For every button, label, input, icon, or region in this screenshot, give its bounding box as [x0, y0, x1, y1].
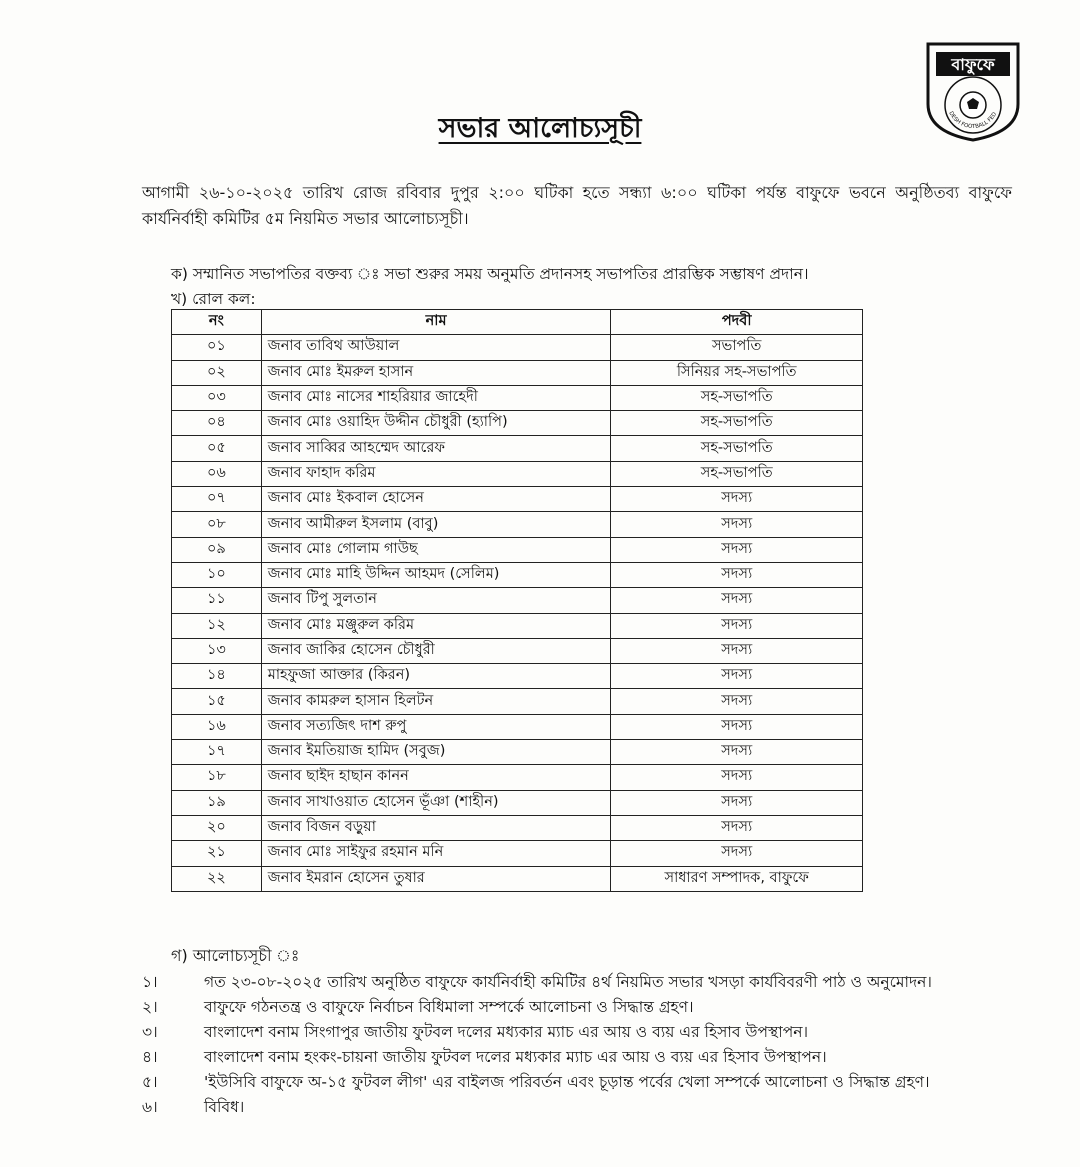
member-number: ০৫ [172, 436, 262, 461]
member-designation: সহ-সভাপতি [611, 461, 863, 486]
agenda-item-number: ৫। [142, 1073, 158, 1091]
member-number: ২০ [172, 815, 262, 840]
member-designation: সদস্য [611, 537, 863, 562]
member-name: জনাব সত্যজিৎ দাশ রুপু [261, 714, 611, 739]
member-number: ০২ [172, 360, 262, 385]
agenda-item [142, 970, 1012, 995]
table-row [172, 714, 863, 739]
table-row [172, 487, 863, 512]
table-row [172, 562, 863, 587]
header-no: নং [172, 310, 262, 335]
agenda-item-text: বাংলাদেশ বনাম সিংগাপুর জাতীয় ফুটবল দলের মধ্যকার ম্যাচ এর আয় ও ব্যয় এর হিসাব উপস্থাপন। [204, 1023, 809, 1041]
member-name: জনাব টিপু সুলতান [261, 588, 611, 613]
agenda-item-text: গত ২৩-০৮-২০২৫ তারিখ অনুষ্ঠিত বাফুফে কার্যনির্বাহী কমিটির ৪র্থ নিয়মিত সভার খসড়া কার্যবিবরণী পাঠ ও অনুমোদন। [204, 973, 932, 991]
member-name: জনাব কামরুল হাসান হিলটন [261, 689, 611, 714]
table-row [172, 689, 863, 714]
agenda-item-text: বাংলাদেশ বনাম হংকং-চায়না জাতীয় ফুটবল দলের মধ্যকার ম্যাচ এর আয় ও ব্যয় এর হিসাব উপস্থাপন। [204, 1048, 827, 1066]
agenda-item-number: ৩। [142, 1023, 158, 1041]
agenda-item [142, 995, 1012, 1020]
member-designation: সহ-সভাপতি [611, 411, 863, 436]
roll-call-table [171, 309, 863, 892]
member-designation: সহ-সভাপতি [611, 385, 863, 410]
member-number: ১৬ [172, 714, 262, 739]
member-designation: সদস্য [611, 613, 863, 638]
table-row [172, 461, 863, 486]
member-number: ১৯ [172, 790, 262, 815]
agenda-item-number: ৬। [142, 1098, 158, 1116]
agenda-item-text: বাফুফে গঠনতন্ত্র ও বাফুফে নির্বাচন বিধিমালা সম্পর্কে আলোচনা ও সিদ্ধান্ত গ্রহণ। [204, 998, 694, 1016]
member-designation: সদস্য [611, 638, 863, 663]
member-name: জনাব আমীরুল ইসলাম (বাবু) [261, 512, 611, 537]
table-row [172, 765, 863, 790]
header-designation: পদবী [611, 310, 863, 335]
section-agenda-heading: গ) আলোচ্যসূচী ঃ [171, 946, 300, 965]
member-name: জনাব বিজন বড়ুয়া [261, 815, 611, 840]
member-name: জনাব মোঃ গোলাম গাউছ [261, 537, 611, 562]
table-row [172, 790, 863, 815]
member-number: ২২ [172, 866, 262, 891]
table-row [172, 866, 863, 891]
member-name: জনাব ইমরান হোসেন তুষার [261, 866, 611, 891]
member-number: ০৭ [172, 487, 262, 512]
member-designation: সদস্য [611, 487, 863, 512]
member-designation: সভাপতি [611, 335, 863, 360]
table-row [172, 537, 863, 562]
table-row [172, 385, 863, 410]
table-row [172, 411, 863, 436]
member-designation: সহ-সভাপতি [611, 436, 863, 461]
member-name: জনাব মোঃ ইমরুল হাসান [261, 360, 611, 385]
page-title: সভার আলোচ্যসূচী [438, 113, 642, 144]
member-name: জনাব মোঃ ইকবাল হোসেন [261, 487, 611, 512]
member-designation: সদস্য [611, 815, 863, 840]
table-row [172, 841, 863, 866]
agenda-item [142, 1020, 1012, 1045]
table-row [172, 613, 863, 638]
member-designation: সদস্য [611, 512, 863, 537]
member-name: জনাব ফাহাদ করিম [261, 461, 611, 486]
member-designation: সদস্য [611, 562, 863, 587]
table-row [172, 360, 863, 385]
table-header-row [172, 310, 863, 335]
member-name: জনাব মোঃ মঞ্জুরুল করিম [261, 613, 611, 638]
member-designation: সদস্য [611, 664, 863, 689]
agenda-item-number: ১। [142, 973, 158, 991]
member-number: ১৫ [172, 689, 262, 714]
member-name: মাহফুজা আক্তার (কিরন) [261, 664, 611, 689]
table-row [172, 740, 863, 765]
section-roll-call-heading: খ) রোল কল: [171, 290, 256, 308]
member-number: ১২ [172, 613, 262, 638]
member-number: ২১ [172, 841, 262, 866]
member-designation: সদস্য [611, 740, 863, 765]
agenda-item-number: ৪। [142, 1048, 158, 1066]
agenda-item-number: ২। [142, 998, 158, 1016]
member-designation: সদস্য [611, 714, 863, 739]
table-row [172, 335, 863, 360]
member-designation: সদস্য [611, 790, 863, 815]
member-number: ১৩ [172, 638, 262, 663]
member-name: জনাব মোঃ মাহি উদ্দিন আহমদ (সেলিম) [261, 562, 611, 587]
member-designation: সদস্য [611, 841, 863, 866]
member-designation: সদস্য [611, 588, 863, 613]
intro-paragraph: আগামী ২৬-১০-২০২৫ তারিখ রোজ রবিবার দুপুর ২:০০ ঘটিকা হতে সন্ধ্যা ৬:০০ ঘটিকা পর্যন্ত বাফুফে ভবনে অনুষ্ঠিতব্য বাফুফে কার্যনির্বাহী কমিটির ৫ম নিয়মিত সভার আলোচ্যসূচী। [142, 183, 1012, 228]
member-name: জনাব ইমতিয়াজ হামিদ (সবুজ) [261, 740, 611, 765]
member-designation: সদস্য [611, 765, 863, 790]
agenda-item-text: বিবিধ। [204, 1098, 245, 1116]
member-number: ০৩ [172, 385, 262, 410]
table-row [172, 512, 863, 537]
section-president-speech: ক) সম্মানিত সভাপতির বক্তব্য ঃ সভা শুরুর সময় অনুমতি প্রদানসহ সভাপতির প্রারম্ভিক সম্ভাষণ প্রদান। [171, 265, 809, 283]
member-number: ১৮ [172, 765, 262, 790]
member-name: জনাব সাখাওয়াত হোসেন ভূঁঞা (শাহীন) [261, 790, 611, 815]
member-number: ০৮ [172, 512, 262, 537]
member-designation: সিনিয়র সহ-সভাপতি [611, 360, 863, 385]
member-name: জনাব জাকির হোসেন চৌধুরী [261, 638, 611, 663]
member-number: ০৪ [172, 411, 262, 436]
logo-text: বাফুফে [951, 55, 995, 74]
member-name: জনাব সাব্বির আহম্মেদ আরেফ [261, 436, 611, 461]
table-row [172, 436, 863, 461]
table-row [172, 638, 863, 663]
member-name: জনাব মোঃ সাইফুর রহমান মনি [261, 841, 611, 866]
member-number: ০১ [172, 335, 262, 360]
logo-circle-text: DESH FOOTBALL FED [947, 110, 999, 131]
member-name: জনাব তাবিথ আউয়াল [261, 335, 611, 360]
agenda-item-text: 'ইউসিবি বাফুফে অ-১৫ ফুটবল লীগ' এর বাইলজ পরিবর্তন এবং চূড়ান্ত পর্বের খেলা সম্পর্কে আলোচনা ও সিদ্ধান্ত গ্রহণ। [204, 1073, 930, 1091]
member-number: ১৪ [172, 664, 262, 689]
member-number: ১১ [172, 588, 262, 613]
agenda-item [142, 1070, 1012, 1095]
member-number: ১০ [172, 562, 262, 587]
member-number: ১৭ [172, 740, 262, 765]
member-name: জনাব মোঃ নাসের শাহরিয়ার জাহেদী [261, 385, 611, 410]
agenda-list [142, 970, 1012, 1120]
member-name: জনাব মোঃ ওয়াহিদ উদ্দীন চৌধুরী (হ্যাপি) [261, 411, 611, 436]
member-designation: সদস্য [611, 689, 863, 714]
agenda-item [142, 1045, 1012, 1070]
member-number: ০৯ [172, 537, 262, 562]
member-name: জনাব ছাইদ হাছান কানন [261, 765, 611, 790]
table-row [172, 588, 863, 613]
table-row [172, 664, 863, 689]
member-designation: সাধারণ সম্পাদক, বাফুফে [611, 866, 863, 891]
agenda-item [142, 1095, 1012, 1120]
member-number: ০৬ [172, 461, 262, 486]
header-name: নাম [261, 310, 611, 335]
table-row [172, 815, 863, 840]
